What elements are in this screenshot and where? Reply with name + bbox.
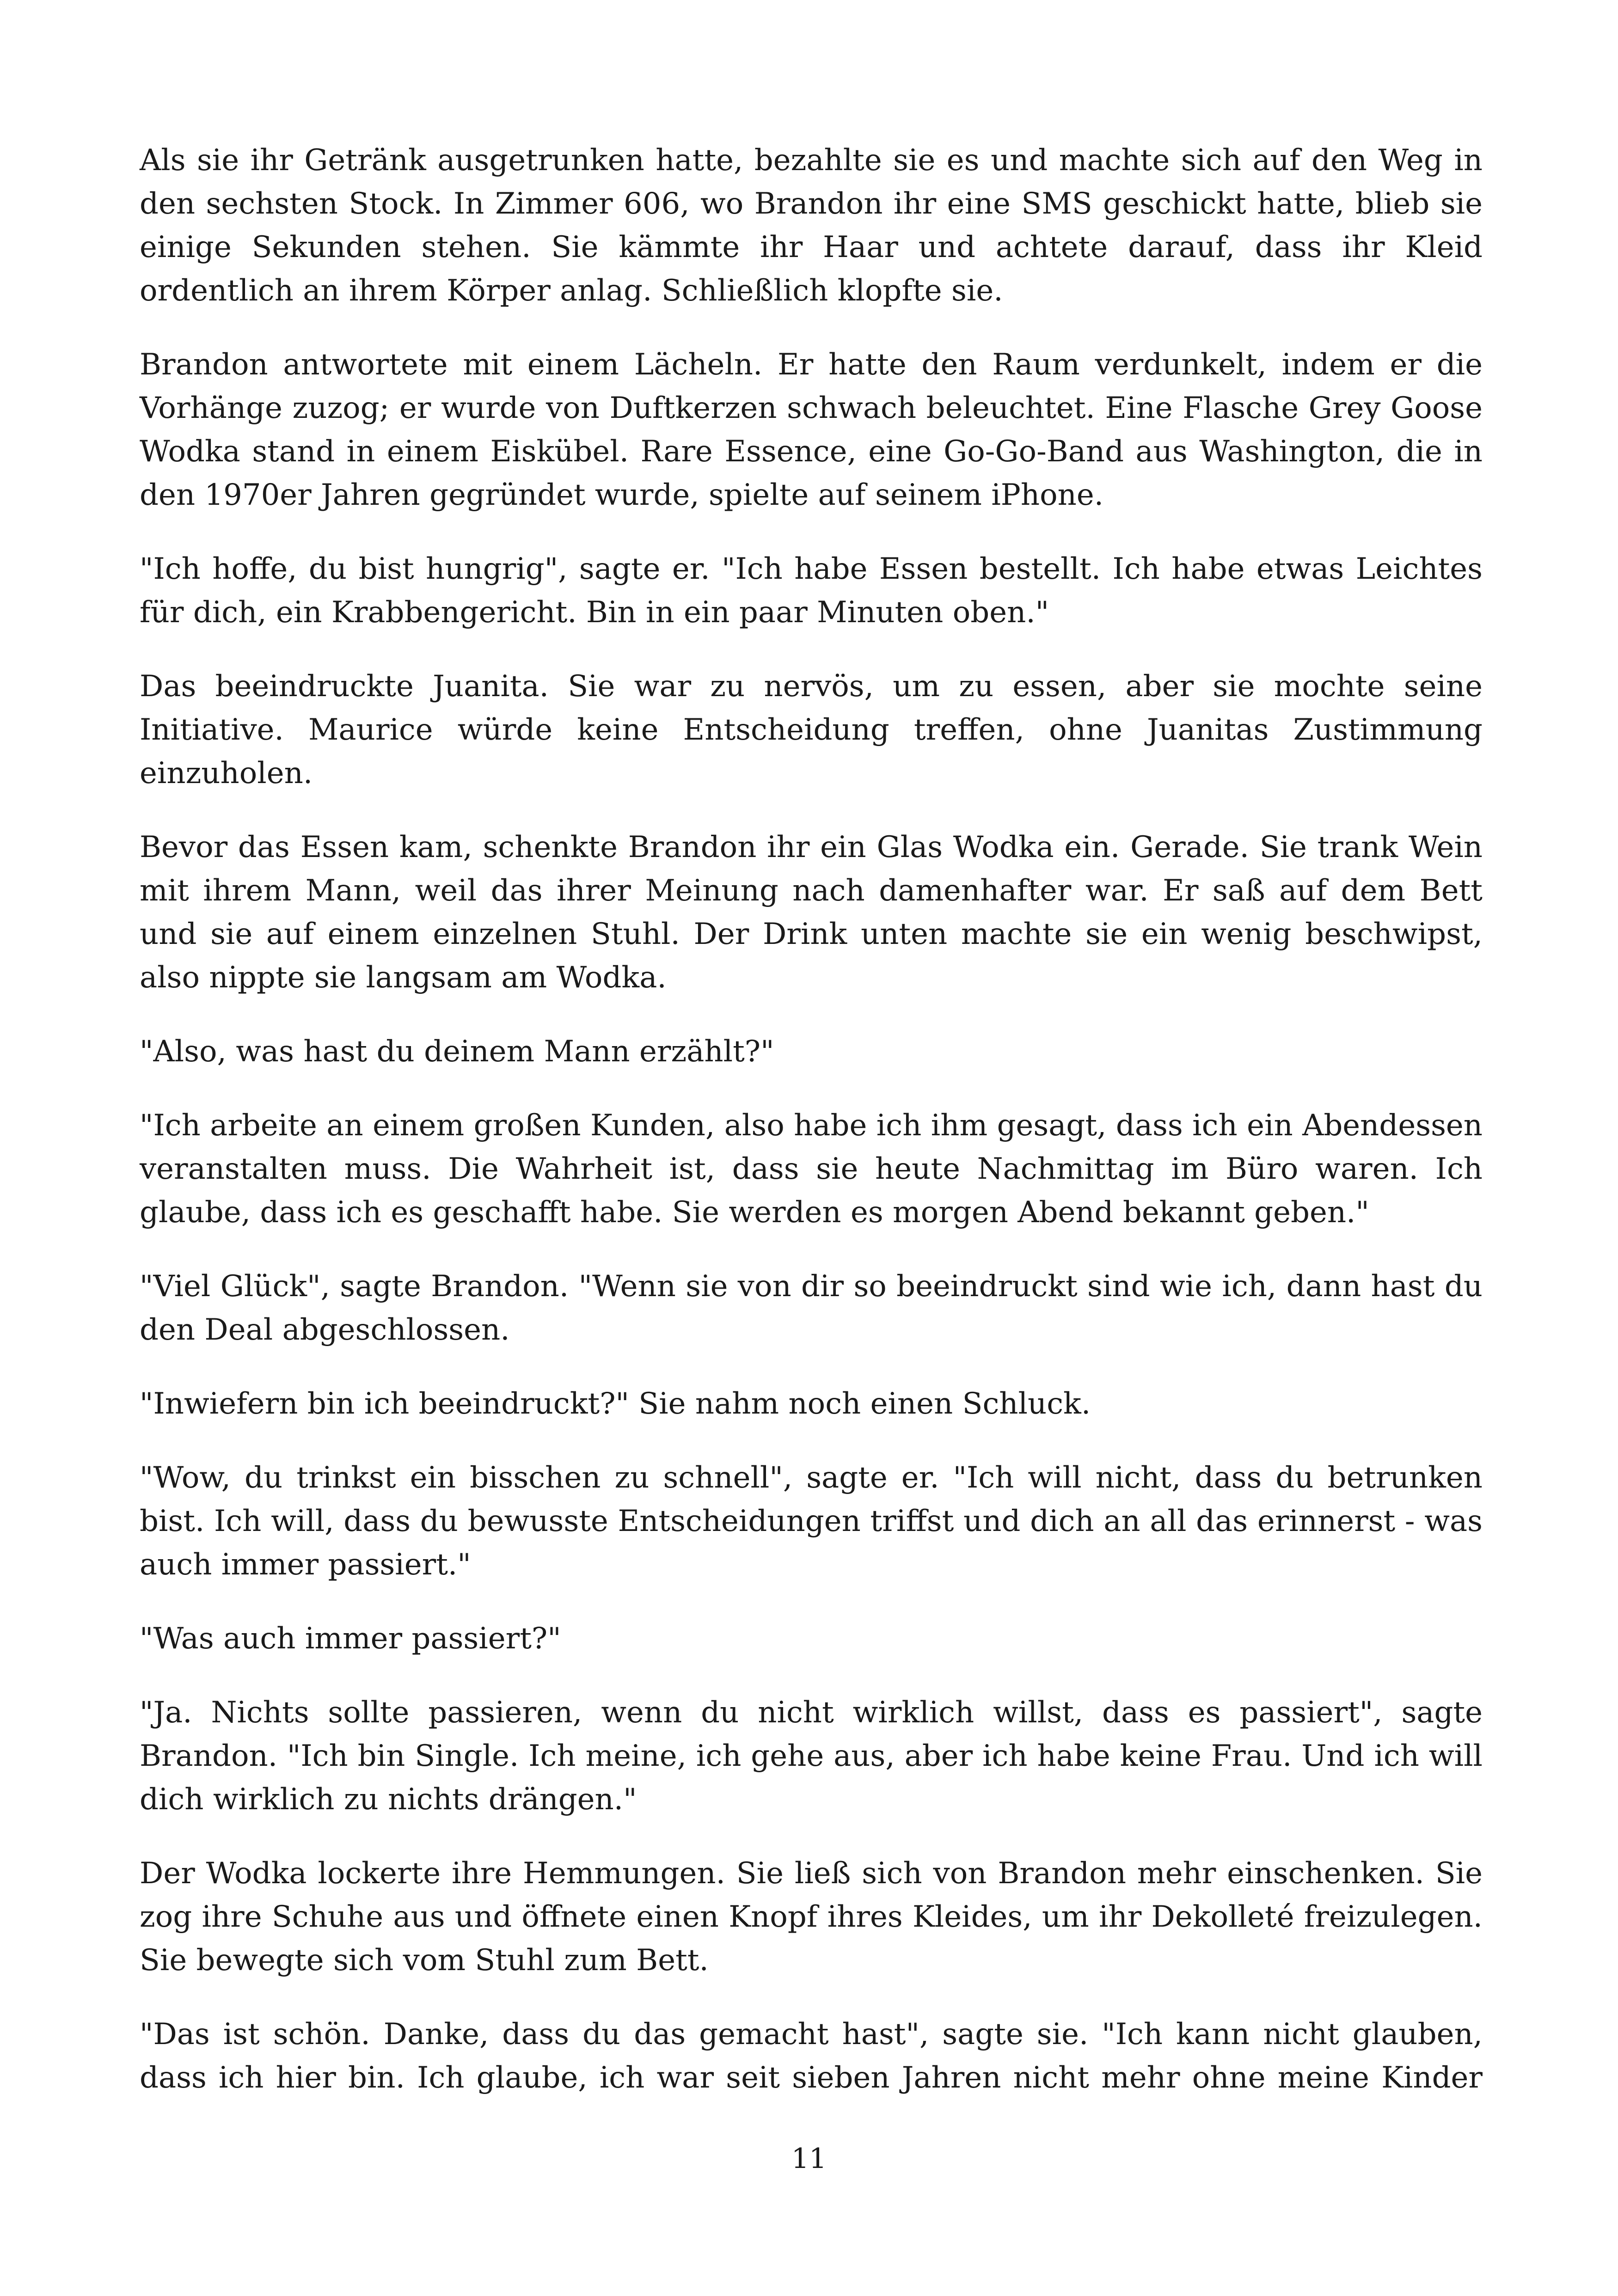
paragraph-5: Bevor das Essen kam, schenkte Brandon ihr ein Glas Wodka ein. Gerade. Sie trank Wein mit ihrem Mann, weil das ihrer Meinung nach damenhafter war. Er saß auf dem Bett und sie auf einem einzelnen Stuhl. Der Drink unten machte sie ein wenig beschwipst, also nippte sie langsam am Wodka.: [140, 830, 1483, 995]
paragraph-8: "Viel Glück", sagte Brandon. "Wenn sie von dir so beeindruckt sind wie ich, dann hast du den Deal abgeschlossen.: [140, 1269, 1483, 1347]
paragraph-3: "Ich hoffe, du bist hungrig", sagte er. "Ich habe Essen bestellt. Ich habe etwas Leichtes für dich, ein Krabbengericht. Bin in ein paar Minuten oben.": [140, 552, 1483, 630]
paragraph-2: Brandon antwortete mit einem Lächeln. Er hatte den Raum verdunkelt, indem er die Vorhänge zuzog; er wurde von Duftkerzen schwach beleuchtet. Eine Flasche Grey Goose Wodka stand in einem Eiskübel. Rare Essence, eine Go-Go-Band aus Washington, die in den 1970er Jahren gegründet wurde, spielte auf seinem iPhone.: [140, 348, 1483, 512]
paragraph-13: Der Wodka lockerte ihre Hemmungen. Sie ließ sich von Brandon mehr einschenken. Sie zog ihre Schuhe aus und öffnete einen Knopf ihres Kleides, um ihr Dekolleté freizulegen. Sie bewegte sich vom Stuhl zum Bett.: [140, 1856, 1483, 1978]
paragraph-10: "Wow, du trinkst ein bisschen zu schnell", sagte er. "Ich will nicht, dass du betrunken bist. Ich will, dass du bewusste Entscheidungen triffst und dich an all das erinnerst - was auch immer passiert.": [140, 1461, 1483, 1582]
paragraph-6: "Also, was hast du deinem Mann erzählt?": [140, 1035, 774, 1069]
paragraph-12: "Ja. Nichts sollte passieren, wenn du nicht wirklich willst, dass es passiert", sagte Brandon. "Ich bin Single. Ich meine, ich gehe aus, aber ich habe keine Frau. Und ich will dich wirklich zu nichts drängen.": [140, 1696, 1483, 1817]
paragraph-11: "Was auch immer passiert?": [140, 1622, 561, 1656]
paragraph-4: Das beeindruckte Juanita. Sie war zu nervös, um zu essen, aber sie mochte seine Initiative. Maurice würde keine Entscheidung treffen, ohne Juanitas Zustimmung einzuholen.: [140, 669, 1483, 790]
paragraph-7: "Ich arbeite an einem großen Kunden, also habe ich ihm gesagt, dass ich ein Abendessen veranstalten muss. Die Wahrheit ist, dass sie heute Nachmittag im Büro waren. Ich glaube, dass ich es geschafft habe. Sie werden es morgen Abend bekannt geben.": [140, 1108, 1483, 1230]
paragraph-1: Als sie ihr Getränk ausgetrunken hatte, bezahlte sie es und machte sich auf den Weg in den sechsten Stock. In Zimmer 606, wo Brandon ihr eine SMS geschickt hatte, blieb sie einige Sekunden stehen. Sie kämmte ihr Haar und achtete darauf, dass ihr Kleid ordentlich an ihrem Körper anlag. Schließlich klopfte sie.: [140, 143, 1483, 308]
page-number: 11: [791, 2143, 827, 2175]
body-text: [140, 139, 1483, 2100]
paragraph-14: "Das ist schön. Danke, dass du das gemacht hast", sagte sie. "Ich kann nicht glauben, dass ich hier bin. Ich glaube, ich war seit sieben Jahren nicht mehr ohne meine Kinder: [140, 2017, 1483, 2095]
paragraph-9: "Inwiefern bin ich beeindruckt?" Sie nahm noch einen Schluck.: [140, 1387, 1091, 1421]
